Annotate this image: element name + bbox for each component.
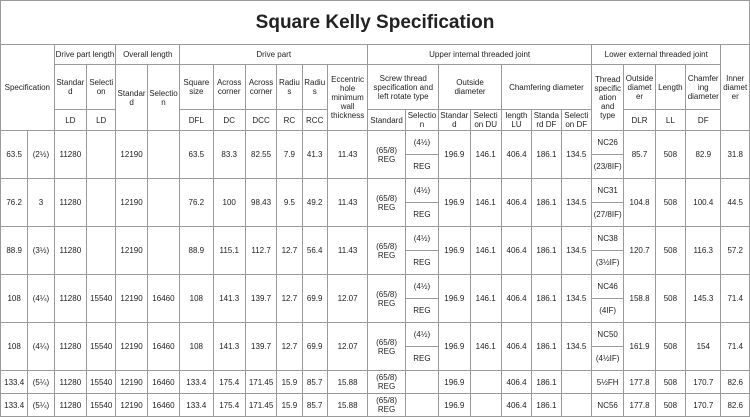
header-square-size: Square size <box>180 65 213 110</box>
cell-dcc: 98.43 <box>245 179 276 227</box>
cell-df-selection: 134.5 <box>561 275 591 323</box>
cell-thread-spec: NC26 <box>591 131 623 155</box>
cell-inner-diameter: 82.6 <box>721 394 750 417</box>
cell-ll: 508 <box>655 179 685 227</box>
cell-ol-selection: 16460 <box>147 371 179 394</box>
cell-rc: 15.9 <box>277 394 302 417</box>
cell-dlr: 158.8 <box>624 275 655 323</box>
cell-rcc: 49.2 <box>302 179 327 227</box>
cell-df: 100.4 <box>686 179 721 227</box>
header-ol-standard: Standard <box>116 65 147 131</box>
cell-od-standard: 196.9 <box>439 179 470 227</box>
cell-od-standard: 196.9 <box>439 371 470 394</box>
cell-spec: 133.4 <box>1 371 28 394</box>
cell-ol-standard: 12190 <box>116 179 147 227</box>
cell-dcc: 139.7 <box>245 275 276 323</box>
cell-dfl: 76.2 <box>180 179 213 227</box>
cell-od-selection: 146.1 <box>470 179 501 227</box>
header-ld: LD <box>54 110 86 131</box>
header-inner-diameter: Inner diameter <box>721 45 750 131</box>
header-length-lu: length LU <box>501 110 531 131</box>
cell-spec: 108 <box>1 323 28 371</box>
header-up-selection: Selection <box>405 110 438 131</box>
cell-dlr: 161.9 <box>624 323 655 371</box>
cell-dfl: 88.9 <box>180 227 213 275</box>
header-specification: Specification <box>1 45 55 131</box>
cell-rc: 15.9 <box>277 371 302 394</box>
cell-thread-type: (23/8IF) <box>591 155 623 179</box>
cell-spec: 88.9 <box>1 227 28 275</box>
cell-od-selection: 146.1 <box>470 131 501 179</box>
header-df: DF <box>686 110 721 131</box>
cell-length-lu: 406.4 <box>501 323 531 371</box>
cell-ol-standard: 12190 <box>116 227 147 275</box>
header-radius-2: Radius <box>302 65 327 110</box>
cell-spec-fraction: (4¼) <box>28 275 54 323</box>
cell-df-standard: 186.1 <box>532 394 561 417</box>
cell-df: 170.7 <box>686 371 721 394</box>
cell-ol-standard: 12190 <box>116 131 147 179</box>
table-row <box>1 323 750 347</box>
cell-length-lu: 406.4 <box>501 275 531 323</box>
header-standard-df: Standard DF <box>533 111 560 129</box>
cell-length-lu: 406.4 <box>501 179 531 227</box>
cell-df-standard: 186.1 <box>532 275 561 323</box>
cell-ol-selection <box>147 227 179 275</box>
cell-ol-standard: 12190 <box>116 323 147 371</box>
header-dc: DC <box>213 110 245 131</box>
cell-dc: 83.3 <box>213 131 245 179</box>
cell-ll: 508 <box>655 227 685 275</box>
cell-upper-selection: (4½) <box>405 275 438 299</box>
header-od-selection: Selection DU <box>470 110 501 131</box>
cell-upper-selection-type: REG <box>405 299 438 323</box>
cell-thread-spec: NC31 <box>591 179 623 203</box>
header-lower-joint: Lower external threaded joint <box>591 45 721 65</box>
table-row <box>1 179 750 203</box>
header-ld-2: LD <box>87 110 116 131</box>
header-thread-spec-type: Thread specification and type <box>591 65 623 131</box>
cell-dcc: 82.55 <box>245 131 276 179</box>
cell-df-standard: 186.1 <box>532 131 561 179</box>
cell-ld-standard: 11280 <box>54 179 86 227</box>
cell-length-lu: 406.4 <box>501 371 531 394</box>
cell-df-selection: 134.5 <box>561 227 591 275</box>
cell-spec-fraction: (3½) <box>28 227 54 275</box>
cell-ol-standard: 12190 <box>116 371 147 394</box>
table-row <box>1 394 750 417</box>
cell-rc: 12.7 <box>277 227 302 275</box>
cell-df-selection: 134.5 <box>561 323 591 371</box>
cell-inner-diameter: 71.4 <box>721 323 750 371</box>
cell-df: 82.9 <box>686 131 721 179</box>
cell-length-lu: 406.4 <box>501 131 531 179</box>
cell-length-lu: 406.4 <box>501 394 531 417</box>
header-up-standard: Standard <box>368 110 405 131</box>
cell-upper-selection-type: REG <box>405 203 438 227</box>
cell-ol-selection <box>147 131 179 179</box>
cell-ll: 508 <box>655 371 685 394</box>
cell-spec: 133.4 <box>1 394 28 417</box>
cell-rcc: 69.9 <box>302 323 327 371</box>
header-screw-thread: Screw thread specification and left rotate type <box>368 65 439 110</box>
cell-ld-selection <box>87 227 116 275</box>
cell-thread-type: (3½IF) <box>591 251 623 275</box>
cell-ld-selection: 15540 <box>87 275 116 323</box>
cell-ld-standard: 11280 <box>54 275 86 323</box>
header-eccentric: Eccentric hole minimum wall thickness <box>327 65 367 131</box>
cell-df-standard: 186.1 <box>532 227 561 275</box>
cell-dfl: 108 <box>180 275 213 323</box>
cell-spec: 108 <box>1 275 28 323</box>
cell-ld-selection: 15540 <box>87 394 116 417</box>
cell-spec-fraction: 3 <box>28 179 54 227</box>
cell-ol-standard: 12190 <box>116 275 147 323</box>
cell-ld-standard: 11280 <box>54 227 86 275</box>
header-lower-chamfering: Chamfering diameter <box>686 65 721 110</box>
cell-dc: 100 <box>213 179 245 227</box>
cell-thread-spec: 5½FH <box>591 371 623 394</box>
cell-ol-standard: 12190 <box>116 394 147 417</box>
cell-upper-standard: (65/8) REG <box>368 179 405 227</box>
cell-upper-selection-type: REG <box>405 347 438 371</box>
cell-ll: 508 <box>655 131 685 179</box>
cell-upper-standard: (65/8) REG <box>368 323 405 371</box>
cell-df-selection: 134.5 <box>561 131 591 179</box>
table-row <box>1 275 750 299</box>
cell-ol-selection: 16460 <box>147 323 179 371</box>
cell-eccentric: 12.07 <box>327 275 367 323</box>
cell-thread-spec: NC56 <box>591 394 623 417</box>
cell-ld-standard: 11280 <box>54 131 86 179</box>
cell-rc: 7.9 <box>277 131 302 179</box>
header-outside-diameter: Outside diameter <box>439 65 502 110</box>
cell-ll: 508 <box>655 394 685 417</box>
header-lower-outside-diameter: Outside diameter <box>624 65 655 110</box>
cell-od-selection: 146.1 <box>470 275 501 323</box>
cell-df: 116.3 <box>686 227 721 275</box>
header-rc: RC <box>277 110 302 131</box>
cell-ll: 508 <box>655 323 685 371</box>
cell-inner-diameter: 71.4 <box>721 275 750 323</box>
header-overall-length: Overall length <box>116 45 180 65</box>
cell-spec: 63.5 <box>1 131 28 179</box>
cell-thread-type: (27/8IF) <box>591 203 623 227</box>
cell-ld-selection <box>87 131 116 179</box>
cell-dlr: 177.8 <box>624 394 655 417</box>
cell-ll: 508 <box>655 275 685 323</box>
page-title: Square Kelly Specification <box>0 0 750 44</box>
cell-ld-selection: 15540 <box>87 323 116 371</box>
header-upper-joint: Upper internal threaded joint <box>368 45 592 65</box>
cell-spec-fraction: (5¼) <box>28 394 54 417</box>
cell-upper-standard: (65/8) REG <box>368 394 405 417</box>
header-radius: Radius <box>277 65 302 110</box>
cell-dc: 141.3 <box>213 275 245 323</box>
spec-table <box>0 44 750 417</box>
cell-dcc: 171.45 <box>245 371 276 394</box>
cell-dc: 175.4 <box>213 371 245 394</box>
header-dpl-selection: Selection <box>87 65 116 110</box>
cell-dfl: 63.5 <box>180 131 213 179</box>
cell-od-standard: 196.9 <box>439 227 470 275</box>
cell-df-selection <box>561 394 591 417</box>
cell-dlr: 104.8 <box>624 179 655 227</box>
cell-upper-standard: (65/8) REG <box>368 131 405 179</box>
cell-rcc: 85.7 <box>302 371 327 394</box>
cell-ol-selection: 16460 <box>147 275 179 323</box>
cell-rc: 12.7 <box>277 275 302 323</box>
cell-df: 154 <box>686 323 721 371</box>
cell-df: 170.7 <box>686 394 721 417</box>
cell-upper-selection <box>405 371 438 394</box>
cell-ol-selection <box>147 179 179 227</box>
cell-rcc: 41.3 <box>302 131 327 179</box>
header-chamfering-diameter: Chamfering diameter <box>501 65 591 110</box>
cell-dcc: 171.45 <box>245 394 276 417</box>
cell-spec: 76.2 <box>1 179 28 227</box>
cell-ld-selection: 15540 <box>87 371 116 394</box>
cell-thread-type: (4IF) <box>591 299 623 323</box>
table-row <box>1 131 750 155</box>
cell-eccentric: 11.43 <box>327 179 367 227</box>
cell-upper-standard: (65/8) REG <box>368 227 405 275</box>
header-drive-part: Drive part <box>180 45 368 65</box>
cell-upper-selection-type: REG <box>405 251 438 275</box>
cell-ld-selection <box>87 179 116 227</box>
cell-inner-diameter: 57.2 <box>721 227 750 275</box>
cell-od-selection: 146.1 <box>470 323 501 371</box>
header-dfl: DFL <box>180 110 213 131</box>
cell-dfl: 133.4 <box>180 394 213 417</box>
cell-rc: 9.5 <box>277 179 302 227</box>
cell-dlr: 85.7 <box>624 131 655 179</box>
header-row-2 <box>1 65 750 110</box>
cell-od-standard: 196.9 <box>439 275 470 323</box>
cell-ol-selection: 16460 <box>147 394 179 417</box>
cell-dc: 141.3 <box>213 323 245 371</box>
cell-inner-diameter: 82.6 <box>721 371 750 394</box>
cell-thread-spec: NC38 <box>591 227 623 251</box>
cell-dfl: 108 <box>180 323 213 371</box>
cell-od-standard: 196.9 <box>439 323 470 371</box>
cell-upper-selection: (4½) <box>405 179 438 203</box>
cell-eccentric: 12.07 <box>327 323 367 371</box>
cell-thread-type: (4½IF) <box>591 347 623 371</box>
cell-upper-selection <box>405 394 438 417</box>
header-ll: LL <box>655 110 685 131</box>
table-row <box>1 227 750 251</box>
cell-dc: 175.4 <box>213 394 245 417</box>
cell-df: 145.3 <box>686 275 721 323</box>
header-rcc: RCC <box>302 110 327 131</box>
header-selection-df: Selection DF <box>561 110 591 131</box>
cell-dcc: 139.7 <box>245 323 276 371</box>
cell-spec-fraction: (2½) <box>28 131 54 179</box>
cell-upper-selection: (4½) <box>405 131 438 155</box>
cell-upper-standard: (65/8) REG <box>368 275 405 323</box>
cell-od-selection: 146.1 <box>470 227 501 275</box>
cell-dcc: 112.7 <box>245 227 276 275</box>
header-drive-part-length: Drive part length <box>54 45 116 65</box>
cell-rcc: 69.9 <box>302 275 327 323</box>
header-length: Length <box>655 65 685 110</box>
header-dpl-standard: Standard <box>54 65 86 110</box>
header-ol-selection: Selection <box>147 65 179 131</box>
cell-od-standard: 196.9 <box>439 394 470 417</box>
cell-dlr: 120.7 <box>624 227 655 275</box>
table-row <box>1 371 750 394</box>
header-across-corner: Across corner <box>213 65 245 110</box>
cell-dc: 115.1 <box>213 227 245 275</box>
cell-length-lu: 406.4 <box>501 227 531 275</box>
cell-ld-standard: 11280 <box>54 371 86 394</box>
cell-od-standard: 196.9 <box>439 131 470 179</box>
cell-df-standard: 186.1 <box>532 371 561 394</box>
cell-inner-diameter: 31.8 <box>721 131 750 179</box>
cell-df-selection <box>561 371 591 394</box>
cell-eccentric: 11.43 <box>327 227 367 275</box>
header-across-corner-2: Across corner <box>245 65 276 110</box>
cell-ld-standard: 11280 <box>54 323 86 371</box>
cell-spec-fraction: (4¼) <box>28 323 54 371</box>
cell-df-standard: 186.1 <box>532 179 561 227</box>
cell-od-selection <box>470 394 501 417</box>
cell-spec-fraction: (5¼) <box>28 371 54 394</box>
cell-dlr: 177.8 <box>624 371 655 394</box>
cell-rc: 12.7 <box>277 323 302 371</box>
header-dlr: DLR <box>624 110 655 131</box>
cell-eccentric: 15.88 <box>327 394 367 417</box>
cell-eccentric: 15.88 <box>327 371 367 394</box>
cell-rcc: 56.4 <box>302 227 327 275</box>
cell-df-standard: 186.1 <box>532 323 561 371</box>
header-row-3 <box>1 110 750 131</box>
cell-upper-selection: (4½) <box>405 323 438 347</box>
cell-eccentric: 11.43 <box>327 131 367 179</box>
cell-upper-selection-type: REG <box>405 155 438 179</box>
header-row-1 <box>1 45 750 65</box>
cell-df-selection: 134.5 <box>561 179 591 227</box>
cell-dfl: 133.4 <box>180 371 213 394</box>
header-dcc: DCC <box>245 110 276 131</box>
cell-upper-standard: (65/8) REG <box>368 371 405 394</box>
cell-rcc: 85.7 <box>302 394 327 417</box>
cell-ld-standard: 11280 <box>54 394 86 417</box>
cell-od-selection <box>470 371 501 394</box>
header-od-standard: Standard <box>440 111 469 129</box>
cell-thread-spec: NC50 <box>591 323 623 347</box>
cell-inner-diameter: 44.5 <box>721 179 750 227</box>
cell-upper-selection: (4½) <box>405 227 438 251</box>
cell-thread-spec: NC46 <box>591 275 623 299</box>
